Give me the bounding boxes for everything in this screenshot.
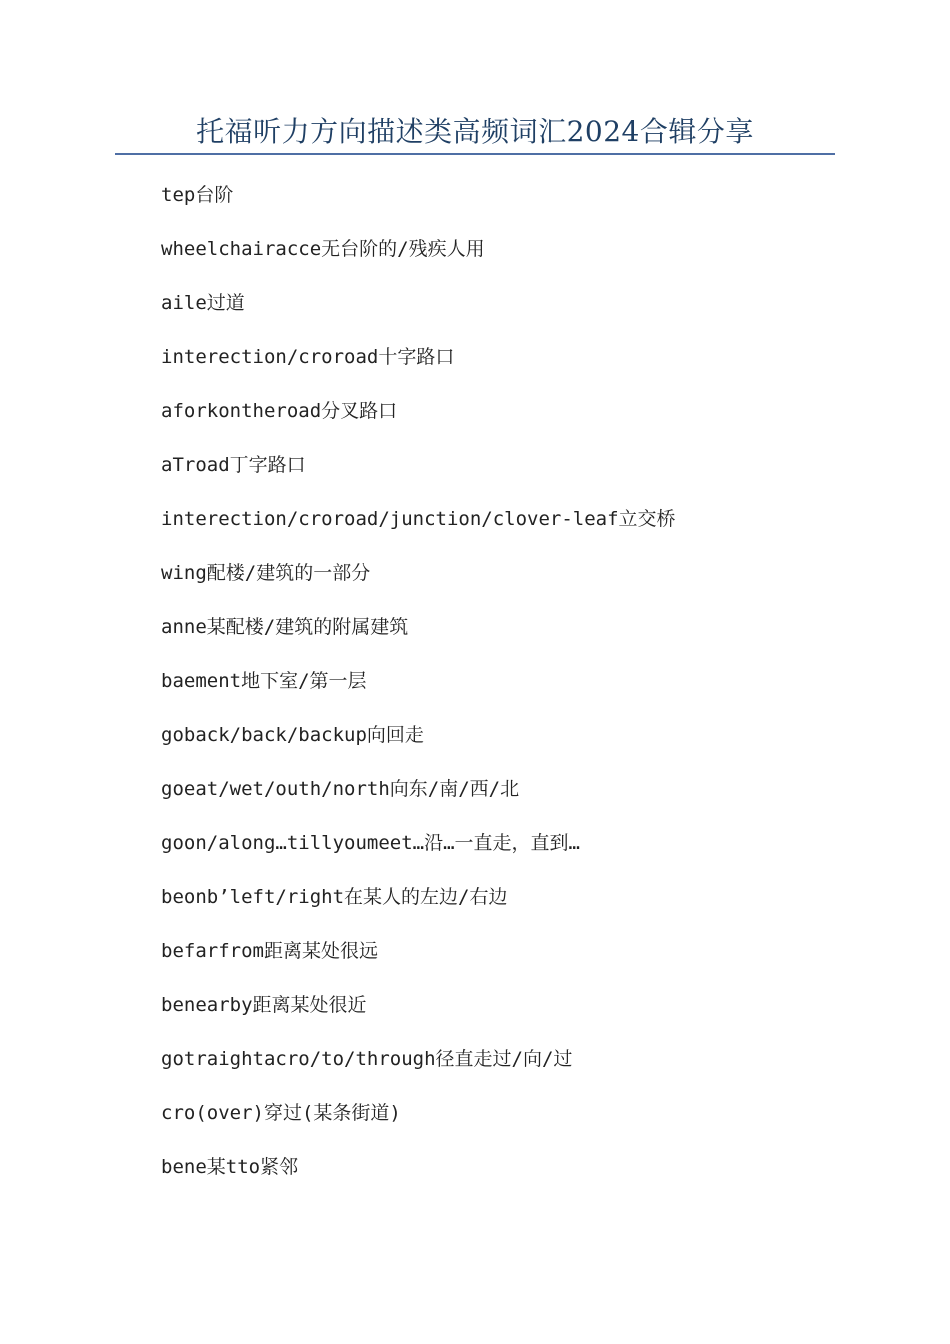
- vocabulary-entry: aforkontheroad分叉路口: [161, 400, 398, 422]
- vocabulary-entry: baement地下室/第一层: [161, 670, 367, 692]
- vocabulary-entry: benearby距离某处很近: [161, 994, 367, 1016]
- vocabulary-list: [161, 178, 861, 1204]
- title-underline: [115, 153, 835, 155]
- vocabulary-entry: aile过道: [161, 292, 245, 314]
- page-title: 托福听力方向描述类高频词汇2024合辑分享: [196, 115, 754, 148]
- vocabulary-entry: anne某配楼/建筑的附属建筑: [161, 616, 409, 638]
- vocabulary-entry: goback/back/backup向回走: [161, 724, 424, 746]
- vocabulary-entry: beonb’left/right在某人的左边/右边: [161, 886, 508, 908]
- vocabulary-entry: wheelchairacce无台阶的/残疾人用: [161, 238, 485, 260]
- vocabulary-entry: tep台阶: [161, 184, 234, 206]
- vocabulary-entry: gotraightacro/to/through径直走过/向/过: [161, 1048, 573, 1070]
- vocabulary-entry: goon/along…tillyoumeet…沿…一直走，直到…: [161, 832, 580, 854]
- vocabulary-entry: interection/croroad/junction/clover-leaf立交桥: [161, 508, 676, 530]
- vocabulary-entry: wing配楼/建筑的一部分: [161, 562, 371, 584]
- vocabulary-entry: befarfrom距离某处很远: [161, 940, 378, 962]
- vocabulary-entry: goeat/wet/outh/north向东/南/西/北: [161, 778, 520, 800]
- vocabulary-entry: interection/croroad十字路口: [161, 346, 455, 368]
- vocabulary-entry: aTroad丁字路口: [161, 454, 306, 476]
- vocabulary-entry: bene某tto紧邻: [161, 1156, 299, 1178]
- vocabulary-entry: cro(over)穿过(某条街道): [161, 1102, 401, 1124]
